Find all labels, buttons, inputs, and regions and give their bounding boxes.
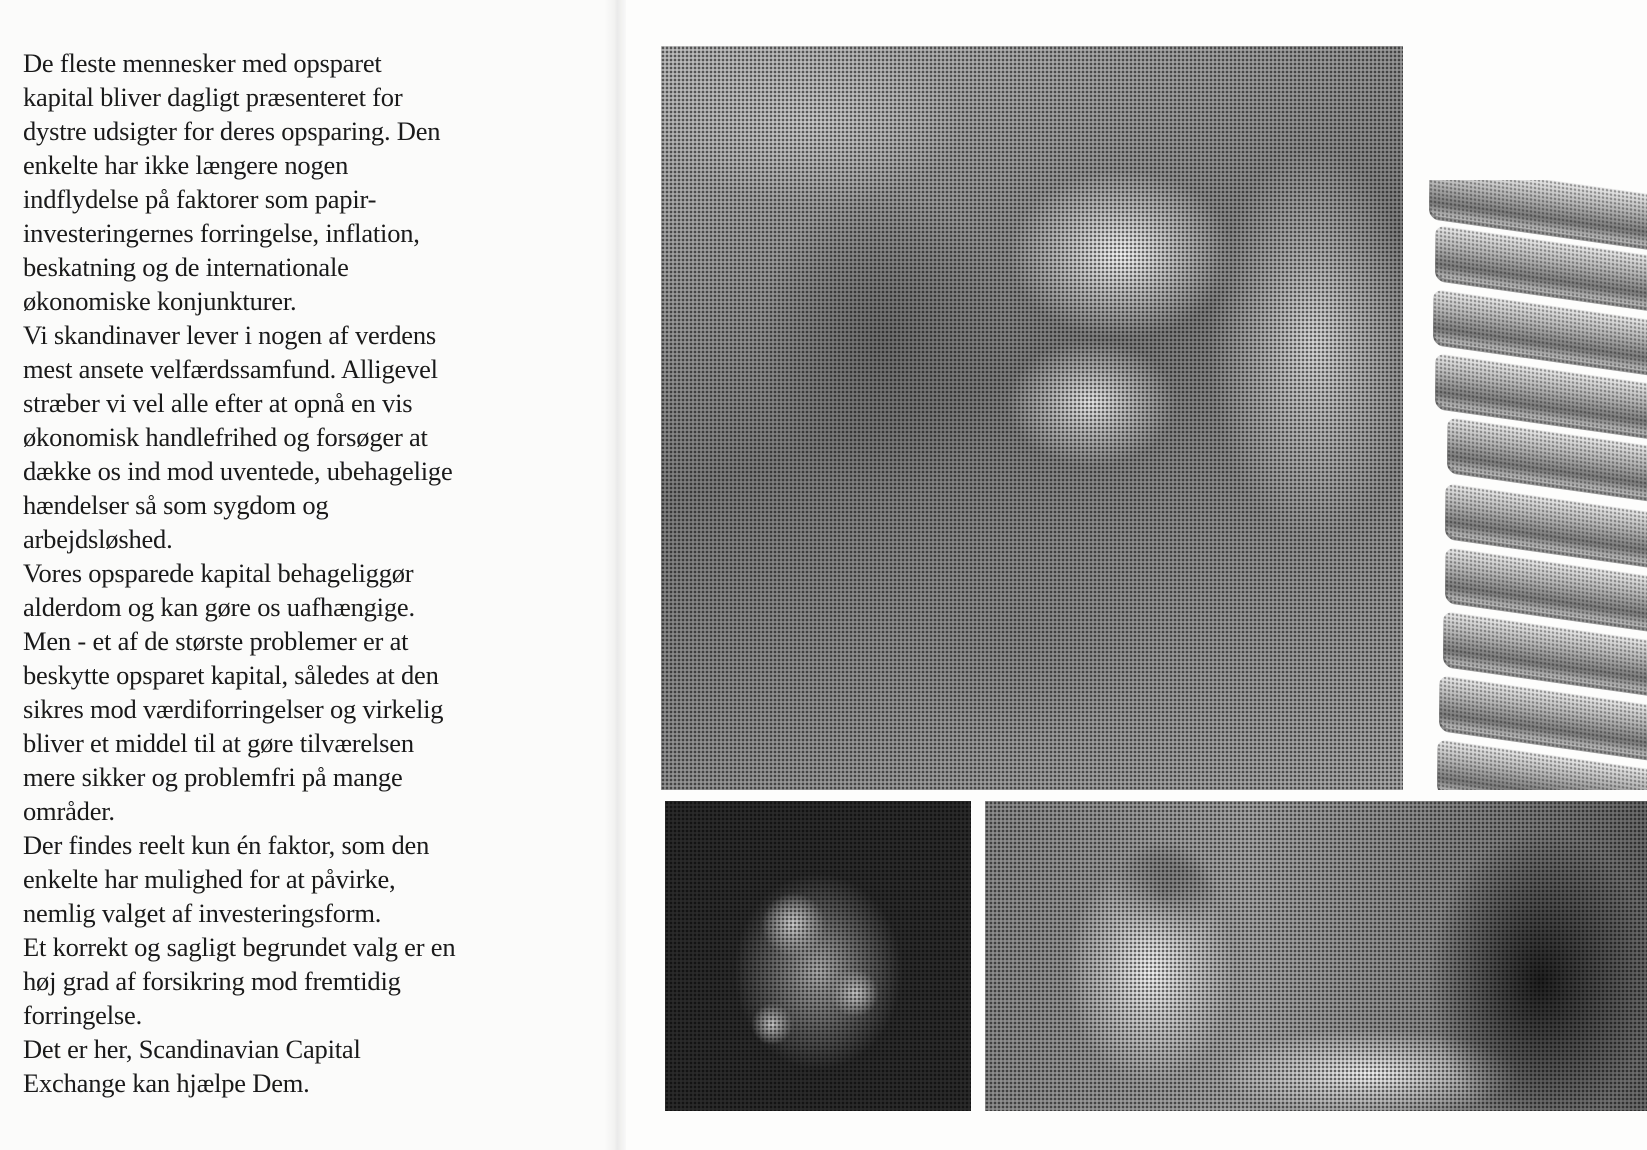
text-line: Men - et af de største problemer er at: [23, 626, 409, 656]
text-line: enkelte har mulighed for at påvirke,: [23, 864, 396, 894]
text-line: indflydelse på faktorer som papir-: [23, 184, 377, 214]
left-page: [0, 0, 610, 1150]
text-line: Vores opsparede kapital behageliggør: [23, 558, 414, 588]
photo-crystal: [665, 801, 971, 1111]
text-line: enkelte har ikke længere nogen: [23, 150, 349, 180]
text-line: beskatning og de internationale: [23, 252, 349, 282]
text-line: Vi skandinaver lever i nogen af verdens: [23, 320, 436, 350]
text-line: stræber vi vel alle efter at opnå en vis: [23, 388, 413, 418]
text-line: mere sikker og problemfri på mange: [23, 762, 403, 792]
text-line: økonomisk handlefrihed og forsøger at: [23, 422, 428, 452]
photo-meeting: [985, 801, 1647, 1111]
text-line: sikres mod værdiforringelser og virkelig: [23, 694, 444, 724]
text-line: dække os ind mod uventede, ubehagelige: [23, 456, 453, 486]
text-line: mest ansete velfærdssamfund. Alligevel: [23, 354, 438, 384]
text-line: nemlig valget af investeringsform.: [23, 898, 382, 928]
text-line: investeringernes forringelse, inflation,: [23, 218, 420, 248]
photo-gold-bars: [1425, 180, 1647, 790]
text-line: hændelser så som sygdom og: [23, 490, 329, 520]
page-gutter: [604, 0, 628, 1150]
text-line: bliver et middel til at gøre tilværelsen: [23, 728, 414, 758]
text-line: forringelse.: [23, 1000, 143, 1030]
text-line: Det er her, Scandinavian Capital: [23, 1034, 361, 1064]
text-line: kapital bliver dagligt præsenteret for: [23, 82, 403, 112]
text-line: arbejdsløshed.: [23, 524, 173, 554]
text-line: alderdom og kan gøre os uafhængige.: [23, 592, 415, 622]
text-line: økonomiske konjunkturer.: [23, 286, 297, 316]
photo-men-outdoors: [661, 46, 1403, 790]
text-line: dystre udsigter for deres opsparing. Den: [23, 116, 441, 146]
text-line: områder.: [23, 796, 115, 826]
text-line: høj grad af forsikring mod fremtidig: [23, 966, 401, 996]
text-line: beskytte opsparet kapital, således at den: [23, 660, 439, 690]
body-text: [23, 46, 583, 1100]
text-line: De fleste mennesker med opsparet: [23, 48, 382, 78]
text-line: Exchange kan hjælpe Dem.: [23, 1068, 310, 1098]
text-line: Der findes reelt kun én faktor, som den: [23, 830, 430, 860]
text-line: Et korrekt og sagligt begrundet valg er en: [23, 932, 456, 962]
